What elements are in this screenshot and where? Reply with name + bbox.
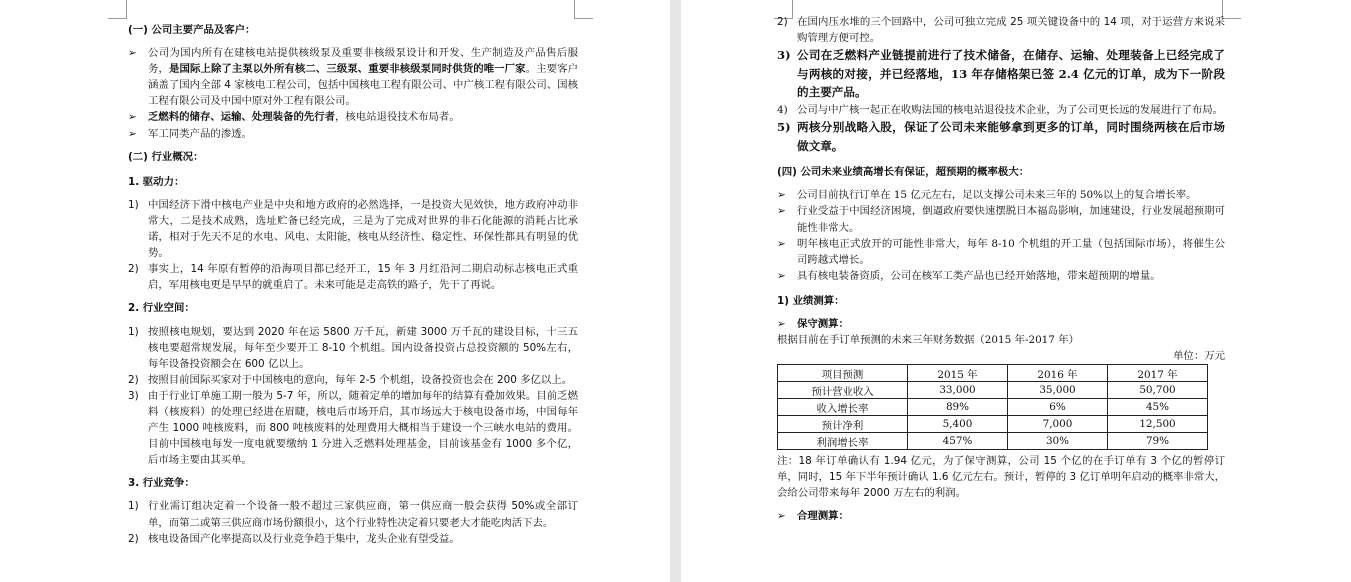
arrow-bullet-icon: ➢ <box>128 127 137 140</box>
numbered-item: 1) 按照核电规划，要达到 2020 年在运 5800 万千瓦，新建 3000 万千瓦的建设目标，十三五核电要超常规发展，每年至少要开工 8-10 个机组。国内设备投资占总投资额的 50%左右，每年设备投资额会在 600 亿以上。 <box>128 325 578 370</box>
document-page-left <box>0 0 670 582</box>
numbered-item: 4) 公司与中广核一起正在收购法国的核电站退役技术企业，为了公司更长远的发展进行了布局。 <box>777 103 1224 116</box>
table-header-row: 项目预测 2015 年 2016 年 2017 年 <box>778 365 1208 382</box>
arrow-bullet-icon: ➢ <box>777 189 786 202</box>
arrow-bullet-icon: ➢ <box>777 318 786 330</box>
bullet-item: ➢ 行业受益于中国经济困境，倒逼政府要快速摆脱日本福岛影响，加速建设，行业发展超预期可能性非常大。 <box>777 203 1225 235</box>
table-row: 收入增长率 89% 6% 45% <box>778 399 1208 416</box>
subsection-title-performance: 1) 业绩测算： <box>777 294 845 307</box>
numbered-item: 3) 由于行业订单施工期一般为 5-7 年，所以，随着定单的增加每年的结算有叠加效果。目前乏燃料（核废料）的处理已经进在眉睫，核电后市场开启，其市场远大于核电设备市场，中国每年产生 1000 吨核废料，而 800 吨核废料的处理费用大概相当于建设一个三峡水电站的费用。目前中国核电每发一度电就要缴纳 1 分进入乏燃料处理基金，目前该基金有 1000 多个亿，后市场主要由其买单。 <box>128 389 578 467</box>
numbered-item: 2) 事实上，14 年原有暂停的沿海项目都已经开工，15 年 3 月红沿河二期启动标志核电正式重启，军用核电更是早早的就重启了。未来可能是走高铁的路子，先干了再说。 <box>128 263 578 292</box>
bullet-item: ➢ 公司目前执行订单在 15 亿元左右，足以支撑公司未来三年的 50%以上的复合增长率。 <box>777 187 1225 203</box>
bullet-heading-conservative: ➢ 保守测算： <box>777 316 1225 332</box>
table-row: 预计净利 5,400 7,000 12,500 <box>778 416 1208 433</box>
numbered-item: 2) 核电设备国产化率提高以及行业竞争趋于集中，龙头企业有望受益。 <box>128 532 460 545</box>
arrow-bullet-icon: ➢ <box>128 111 137 124</box>
bullet-item: ➢ 军工同类产品的渗透。 <box>128 126 578 142</box>
numbered-item-bold: 3) 公司在乏燃料产业链提前进行了技术储备，在储存、运输、处理装备上已经完成了与两核的对接，并已经落地，13 年存储格架已签 2.4 亿元的订单，成为下一阶段的主要产品。 <box>777 48 1225 100</box>
arrow-bullet-icon: ➢ <box>128 47 137 60</box>
arrow-bullet-icon: ➢ <box>777 237 786 250</box>
numbered-item: 2) 按照目前国际买家对于中国核电的意向，每年 2-5 个机组，设备投资也会在 200 多亿以上。 <box>128 373 573 386</box>
page-right-body <box>777 14 1225 525</box>
bullet-heading-reasonable: ➢ 合理测算： <box>777 508 1225 524</box>
subsection-title-drivers: 1. 驱动力： <box>128 175 185 188</box>
section-title-outlook: (四) 公司未来业绩高增长有保证，超预期的概率极大： <box>777 166 1030 179</box>
subsection-title-competition: 3. 行业竞争： <box>128 477 195 490</box>
margin-corner-mark <box>108 0 127 19</box>
table-caption: 根据目前在手订单预测的未来三年财务数据（2015 年-2017 年） <box>777 334 1079 347</box>
section-title-products: (一) 公司主要产品及客户： <box>128 24 256 36</box>
arrow-bullet-icon: ➢ <box>777 269 786 282</box>
numbered-item: 1) 行业需订组决定着一个设备一般不超过三家供应商，第一供应商一般会获得 50%或全部订单，而第二或第三供应商市场份额很小，这个行业特性决定着只要老大才能吃肉活下去。 <box>128 500 578 529</box>
subsection-title-space: 2. 行业空间： <box>128 302 195 315</box>
bullet-item: ➢ 乏燃料的储存、运输、处理装备的先行者，核电站退役技术布局者。 <box>128 109 578 125</box>
arrow-bullet-icon: ➢ <box>777 205 786 218</box>
numbered-item: 2) 在国内压水堆的三个回路中，公司可独立完成 25 项关键设备中的 14 项，对于运营方来说采购管理方便可控。 <box>777 16 1225 45</box>
table-row: 预计营业收入 33,000 35,000 50,700 <box>778 382 1208 399</box>
numbered-item-bold: 5) 两核分别战略入股，保证了公司未来能够拿到更多的订单，同时围绕两核在后市场做文章。 <box>777 120 1225 153</box>
margin-corner-mark <box>574 0 593 19</box>
table-unit: 单位：万元 <box>1173 350 1225 363</box>
arrow-bullet-icon: ➢ <box>777 510 786 523</box>
numbered-item: 1) 中国经济下滑中核电产业是中央和地方政府的必然选择，一是投资大见效快，地方政府冲动非常大，二是技术成熟，选址贮备已经完成，三是为了完成对世界的非石化能源的消耗占比承诺，相对于先天不足的水电、风电、太阳能，核电从经济性、稳定性、环保性都具有明显的优势。 <box>128 198 578 260</box>
table-note: 注：18 年订单确认有 1.94 亿元，为了保守测算，公司 15 个亿的在手订单有 3 个亿的暂停订单，同时，15 年下半年预计确认 1.6 亿元左右。预计，暂停的 3 亿订单明年启动的概率非常大，会给公司带来每年 2000 万左右的利润。 <box>777 455 1225 500</box>
section-title-industry: (二) 行业概况： <box>128 150 204 163</box>
financial-forecast-table <box>777 364 1208 450</box>
bullet-item: ➢ 公司为国内所有在建核电站提供核级泵及重要非核级泵设计和开发、生产制造及产品售后服务，是国际上除了主泵以外所有核二、三级泵、重要非核级泵同时供货的唯一厂家。主要客户涵盖了国内全部 4 家核电工程公司，包括中国核电工程有限公司、中广核工程有限公司、国核工程有限公司及中国中原对外工程有限公司。 <box>128 45 578 109</box>
bullet-item: ➢ 具有核电装备资质，公司在核军工类产品也已经开始落地，带来超预期的增量。 <box>777 268 1225 284</box>
document-page-right <box>681 0 1351 582</box>
bullet-item: ➢ 明年核电正式放开的可能性非常大，每年 8-10 个机组的开工量（包括国际市场），将催生公司跨越式增长。 <box>777 236 1225 268</box>
table-row: 利润增长率 457% 30% 79% <box>778 433 1208 450</box>
page-left-body <box>128 22 578 547</box>
